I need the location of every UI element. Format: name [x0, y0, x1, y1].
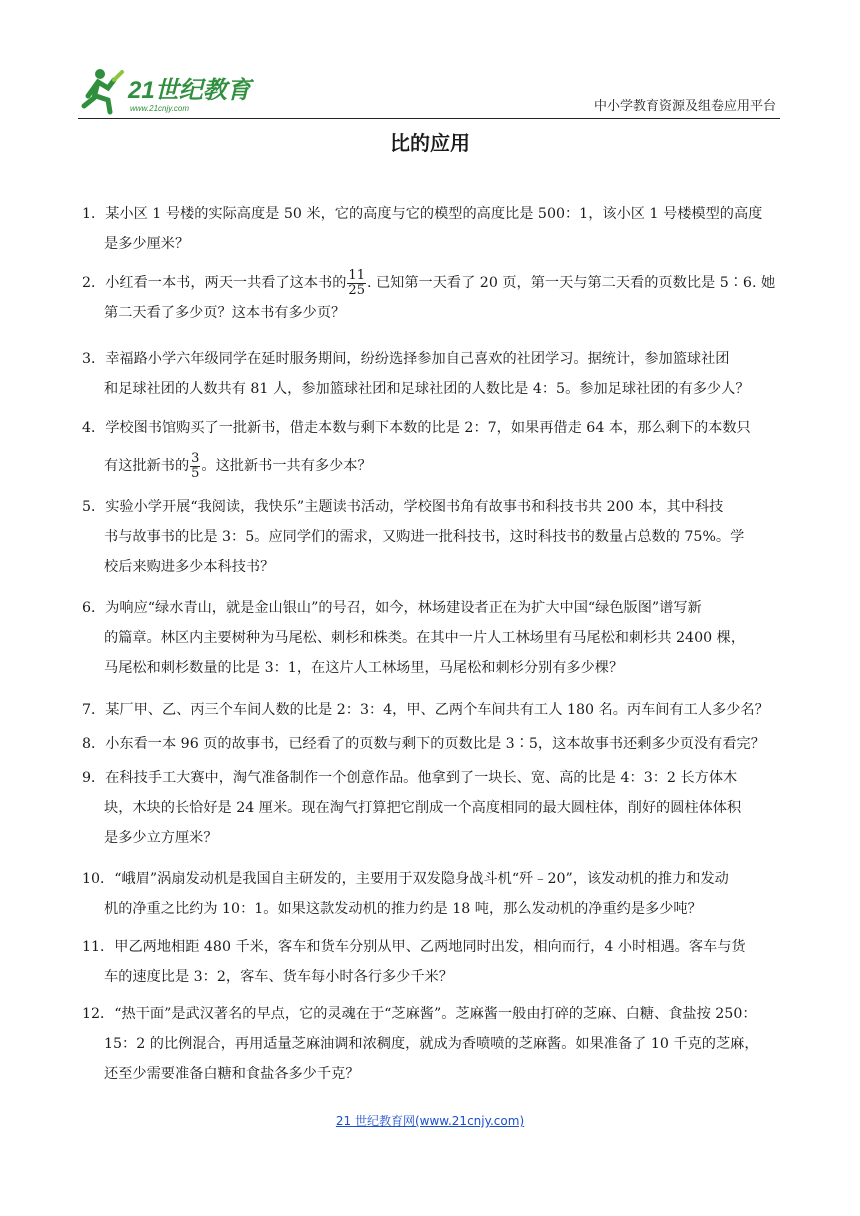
question-8: 8．小东看一本 96 页的故事书，已经看了的页数与剩下的页数比是 3∶5，这本故事书还剩多少页没有看完？ [82, 736, 765, 752]
fraction-11-25: $\frac{11}{25}$ [348, 267, 365, 298]
question-1: 1．某小区 1 号楼的实际高度是 50 米，它的高度与它的模型的高度比是 500：1，该小区 1 号楼模型的高度 是多少厘米？ [82, 206, 763, 252]
question-3: 3．幸福路小学六年级同学在延时服务期间，纷纷选择参加自己喜欢的社团学习。据统计，参加篮球社团 和足球社团的人数共有 81 人，参加篮球社团和足球社团的人数比是 4：5。参加足球社团的有多少人？ [82, 351, 750, 397]
platform-name: 中小学教育资源及组卷应用平台 [593, 99, 776, 114]
footer-link[interactable]: 21 世纪教育网(www.21cnjy.com) [335, 1114, 525, 1128]
svg-text:www.21cnjy.com: www.21cnjy.com [130, 104, 189, 113]
page-footer [0, 1112, 860, 1129]
question-6: 6．为响应“绿水青山，就是金山银山”的号召，如今，林场建设者正在为扩大中国“绿色版图”谱写新 的篇章。林区内主要树种为马尾松、刺杉和株类。在其中一片人工林场里有马尾松和刺杉共 2400 棵， 马尾松和刺杉数量的比是 3：1，在这片人工林场里，马尾松和刺杉分别有多少棵？ [82, 600, 746, 676]
fraction-3-5: $\frac{3}{5}$ [191, 450, 200, 481]
svg-text:21世纪教育: 21世纪教育 [128, 77, 251, 104]
question-5: 5．实验小学开展“我阅读，我快乐”主题读书活动，学校图书角有故事书和科技书共 200 本，其中科技 书与故事书的比是 3：5。应同学们的需求，又购进一批科技书，这时科技书的数量占总数的 75%。学 校后来购进多少本科技书？ [82, 499, 745, 575]
question-11: 11．甲乙两地相距 480 千米，客车和货车分别从甲、乙两地同时出发，相向而行，4 小时相遇。客车与货 车的速度比是 3：2，客车、货车每小时各行多少千米？ [82, 939, 746, 985]
question-9: 9．在科技手工大赛中，淘气准备制作一个创意作品。他拿到了一块长、宽、高的比是 4：3：2 长方体木 块，木块的长恰好是 24 厘米。现在淘气打算把它削成一个高度相同的最大圆柱体，削好的圆柱体体积 是多少立方厘米？ [82, 770, 742, 846]
question-4: 4．学校图书馆购买了一批新书，借走本数与剩下本数的比是 2：7，如果再借走 64 本，那么剩下的本数只 有这批新书的 $\frac{3}{5}$ 。这批新书一共有多少本？ [82, 420, 751, 481]
logo-21cnjy [78, 66, 258, 116]
question-2: 2．小红看一本书，两天一共看了这本书的 $\frac{11}{25}$ . 已知第一天看了 20 页，第一天与第二天看的页数比是 5∶6. 她 第二天看了多少页？这本书有多少页？ [82, 267, 776, 321]
question-10: 10．“峨眉”涡扇发动机是我国自主研发的，主要用于双发隐身战斗机“歼﹣20”，该发动机的推力和发动 机的净重之比约为 10：1。如果这款发动机的推力约是 18 吨，那么发动机的净重约是多少吨？ [82, 871, 729, 917]
runner-icon [84, 69, 122, 112]
question-12: 12．“热干面”是武汉著名的早点，它的灵魂在于“芝麻酱”。芝麻酱一般由打碎的芝麻、白糖、食盐按 250： 15：2 的比例混合，再用适量芝麻油调和浓稠度，就成为香喷喷的芝麻酱。如果准备了 10 千克的芝麻， 还至少需要准备白糖和食盐各多少千克？ [82, 1006, 759, 1082]
question-7: 7．某厂甲、乙、丙三个车间人数的比是 2：3：4，甲、乙两个车间共有工人 180 名。丙车间有工人多少名？ [82, 702, 769, 718]
page-title: 比的应用 [390, 131, 470, 155]
page-header [78, 64, 780, 119]
